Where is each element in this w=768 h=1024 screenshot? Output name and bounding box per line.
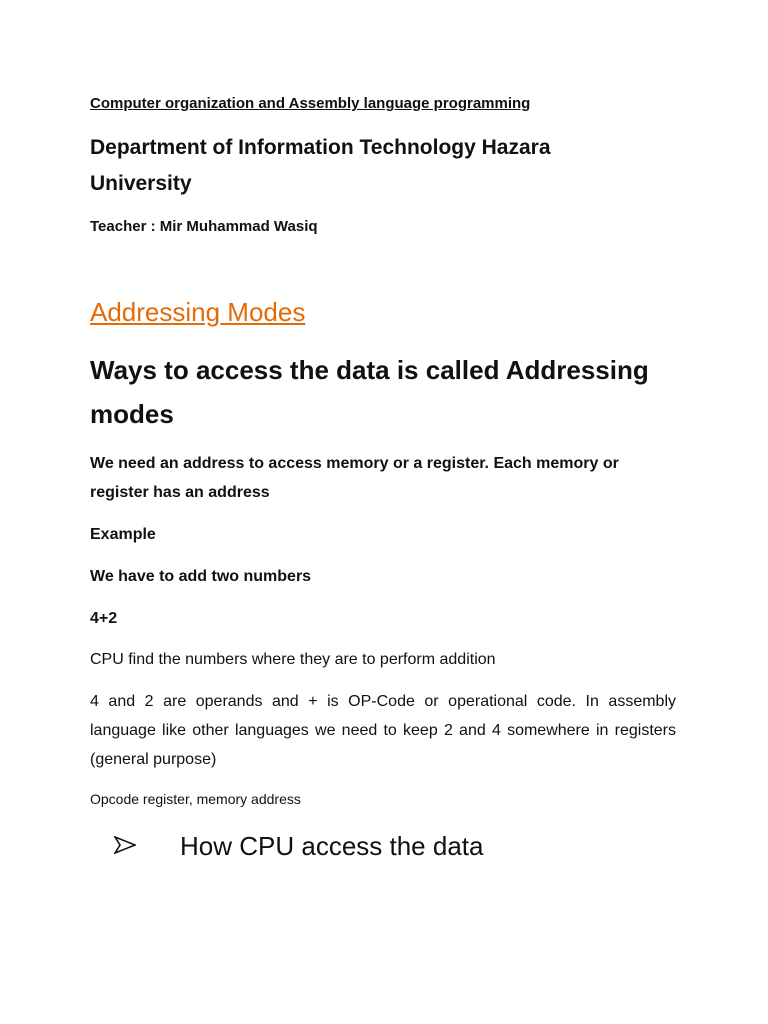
bullet-text: How CPU access the data <box>180 831 484 861</box>
department-title: Department of Information Technology Hazara University <box>90 136 551 195</box>
section-heading: Addressing Modes <box>90 297 306 327</box>
paragraph-address-intro: We need an address to access memory or a register. Each memory or register has an address <box>90 455 619 501</box>
course-title: Computer organization and Assembly language programming <box>90 95 531 112</box>
paragraph-opcode-register: Opcode register, memory address <box>90 791 301 807</box>
arrow-bullet-icon <box>114 836 136 854</box>
teacher-line: Teacher : Mir Muhammad Wasiq <box>90 218 318 235</box>
paragraph-example-label: Example <box>90 526 156 543</box>
paragraph-add-numbers: We have to add two numbers <box>90 568 312 585</box>
paragraph-cpu-find: CPU find the numbers where they are to perform addition <box>90 651 496 668</box>
paragraph-operands: 4 and 2 are operands and + is OP-Code or operational code. In assembly language like other languages we need to keep 2 and 4 somewhere in registers (general purpose) <box>90 693 676 768</box>
main-heading: Ways to access the data is called Addressing modes <box>90 355 649 429</box>
bullet-item <box>90 826 690 866</box>
paragraph-expression: 4+2 <box>90 610 118 627</box>
